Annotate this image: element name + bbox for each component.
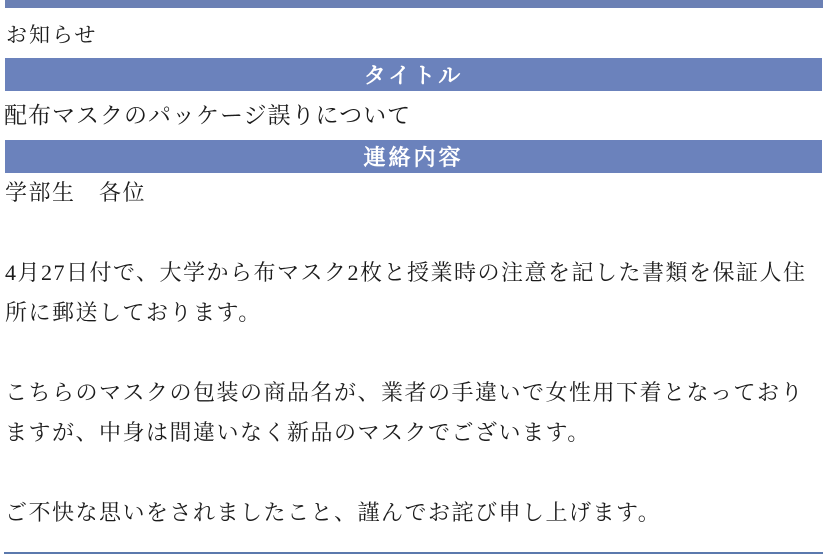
document-title: 配布マスクのパッケージ誤りについて xyxy=(4,103,412,128)
title-section-header xyxy=(5,58,822,91)
paragraph-packaging-error: こちらのマスクの包装の商品名が、業者の手違いで女性用下着となっておりますが、中身は間違いなく新品のマスクでございます。 xyxy=(5,380,805,445)
paragraph-apology: ご不快な思いをされましたこと、謹んでお詫び申し上げます。 xyxy=(5,500,662,525)
notice-label: お知らせ xyxy=(6,23,98,47)
notice-body xyxy=(0,173,827,533)
paragraph-mailing: 4月27日付で、大学から布マスク2枚と授業時の注意を記した書類を保証人住所に郵送しております。 xyxy=(5,260,807,325)
title-header-label: タイトル xyxy=(363,63,464,88)
content-header-label: 連絡内容 xyxy=(363,145,464,170)
bottom-border-line xyxy=(4,552,823,554)
content-section-header xyxy=(5,140,822,173)
top-border-bar xyxy=(5,0,823,8)
salutation: 学部生 各位 xyxy=(5,180,147,205)
